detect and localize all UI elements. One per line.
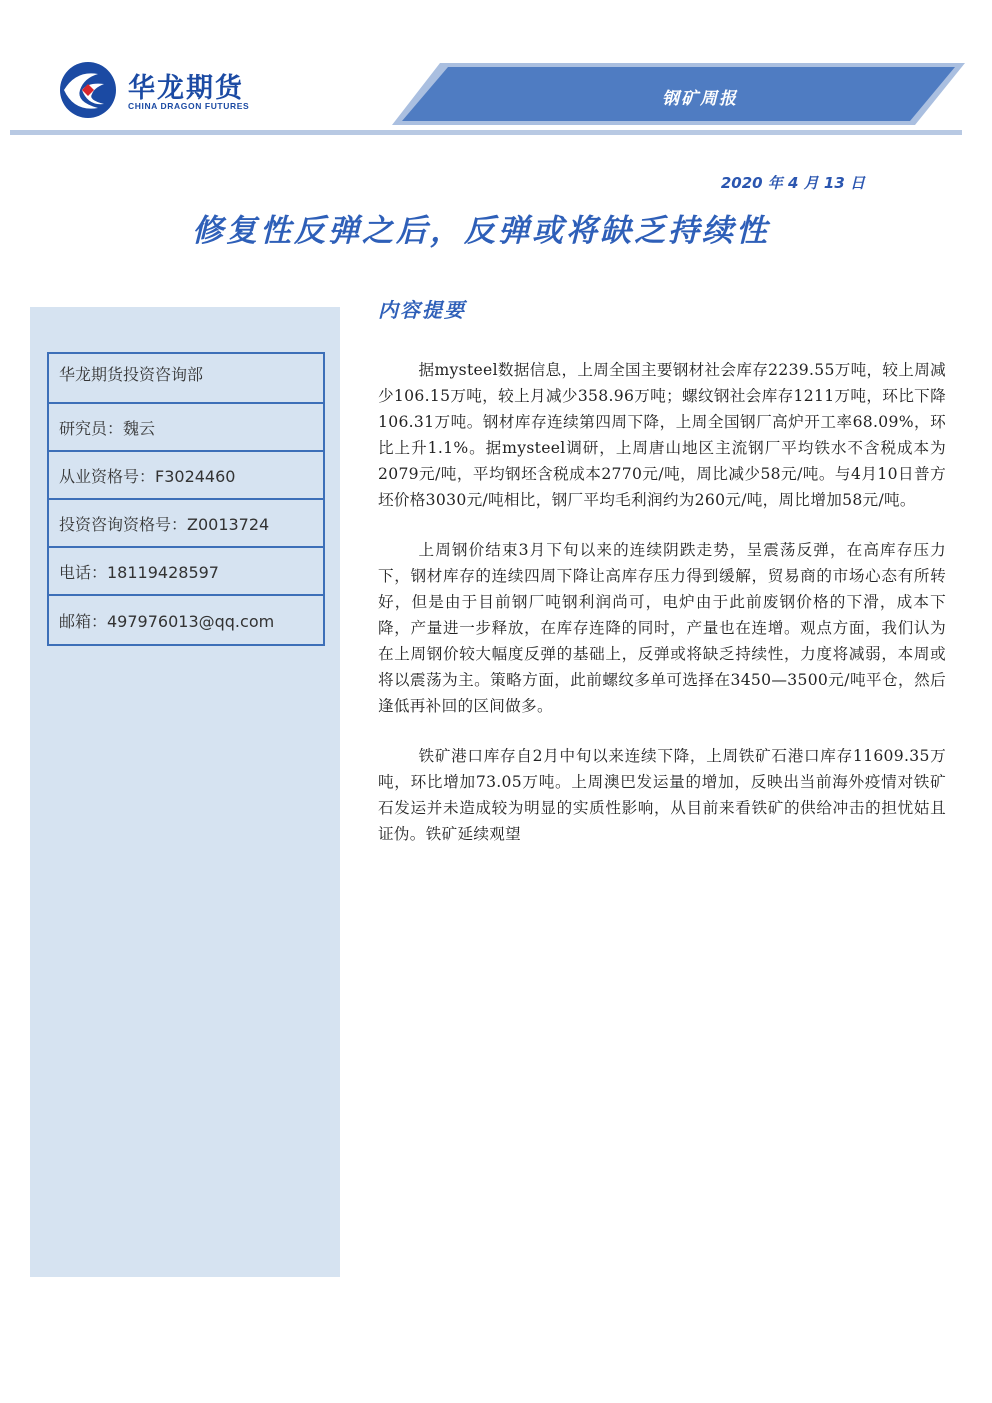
dragon-logo-icon: [58, 60, 118, 120]
section-title: 内容提要: [378, 298, 466, 322]
researcher-row: 研究员：魏云: [49, 404, 323, 452]
logo-english-name: CHINA DRAGON FUTURES: [128, 101, 250, 111]
paragraph-1: 据mysteel数据信息，上周全国主要钢材社会库存2239.55万吨，较上周减少106.15万吨，较上月减少358.96万吨；螺纹钢社会库存1211万吨，环比下降106.31万吨。钢材库存连续第四周下降，上周全国钢厂高炉开工率68.09%，环比上升1.1%。据mysteel调研，上周唐山地区主流钢厂平均铁水不含税成本为2079元/吨，平均钢坯含税成本2770元/吨，周比减少58元/吨。与4月10日普方坯价格3030元/吨相比，钢厂平均毛利润约为260元/吨，周比增加58元/吨。: [378, 361, 946, 509]
company-logo: [58, 60, 258, 120]
paragraph-3: 铁矿港口库存自2月中旬以来连续下降，上周铁矿石港口库存11609.35万吨，环比增加73.05万吨。上周澳巴发运量的增加，反映出当前海外疫情对铁矿石发运并未造成较为明显的实质性影响，从目前来看铁矿的供给冲击的担忧姑且证伪。铁矿延续观望: [378, 747, 946, 843]
paragraph-2: 上周钢价结束3月下旬以来的连续阴跌走势，呈震荡反弹，在高库存压力下，钢材库存的连续四周下降让高库存压力得到缓解，贸易商的市场心态有所转好，但是由于目前钢厂吨钢利润尚可，电炉由于此前废钢价格的下滑，成本下降，产量进一步释放，在库存连降的同时，产量也在连增。观点方面，我们认为在上周钢价较大幅度反弹的基础上，反弹或将缺乏持续性，力度将减弱，本周或将以震荡为主。策略方面，此前螺纹多单可选择在3450—3500元/吨平仓，然后逢低再补回的区间做多。: [378, 541, 946, 715]
consulting-qualification-row: 投资咨询资格号：Z0013724: [49, 500, 323, 548]
page-title: 修复性反弹之后，反弹或将缺乏持续性: [192, 213, 770, 249]
report-date: 2020 年 4 月 13 日: [720, 174, 865, 192]
email-row: 邮箱：497976013@qq.com: [59, 611, 275, 631]
phone-row: 电话：18119428597: [49, 548, 323, 596]
contact-info-box: [47, 352, 325, 646]
qualification-row: 从业资格号：F3024460: [49, 452, 323, 500]
department-row: 华龙期货投资咨询部: [49, 354, 323, 404]
logo-chinese-name: 华龙期货: [128, 73, 244, 104]
sidebar: [30, 307, 340, 1277]
summary-content: [378, 357, 946, 871]
report-type-label: 钢矿周报: [662, 89, 738, 109]
